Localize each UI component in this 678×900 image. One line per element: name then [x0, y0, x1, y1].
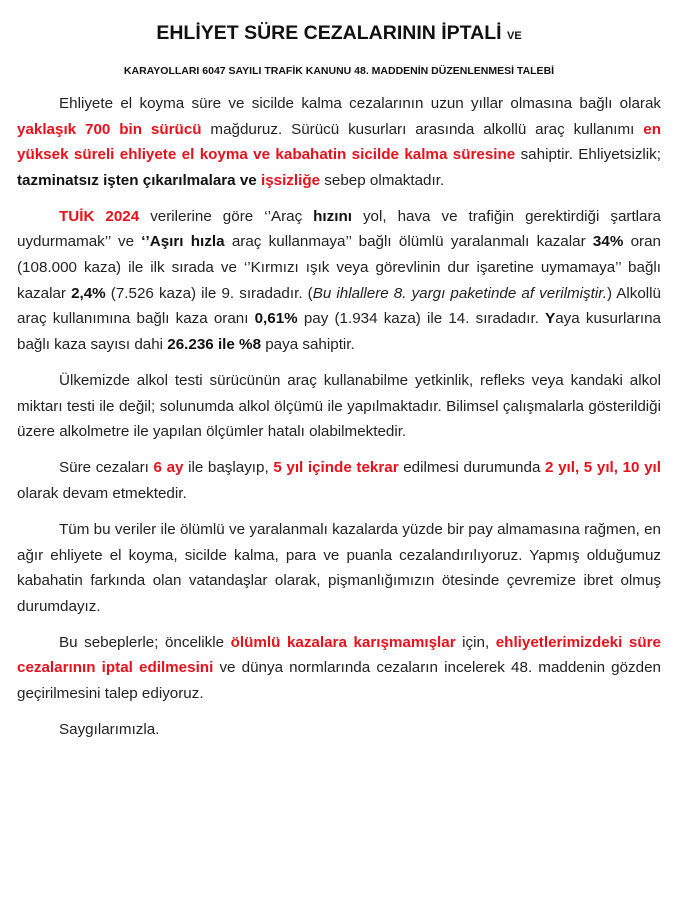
paragraph-5 — [17, 517, 661, 619]
paragraph-3 — [17, 368, 661, 445]
italic-span: Bu ihlallere 8. yargı paketinde af verilmiştir. — [312, 284, 607, 302]
highlight-span: yaklaşık 700 bin sürücü — [17, 120, 202, 138]
highlight-span: 2 yıl, 5 yıl, 10 yıl — [545, 459, 661, 477]
highlight-span: ölümlü kazalara karışmamışlar — [230, 633, 456, 651]
text-span: Süre cezaları — [59, 459, 154, 477]
paragraph-2 — [17, 204, 661, 358]
text-span: yol, hava ve trafiğin gerektirdiği şartlara uydurmamak’’ ve — [17, 207, 661, 251]
text-span: verilerine göre ‘’Araç — [139, 207, 314, 225]
highlight-span: 6 ay — [153, 459, 184, 477]
text-span: oran (108.000 kaza) ile ilk sırada ve ‘’Kırmızı ışık veya görevlinin dur işaretine uymamaya’’ bağlı kazalar — [17, 233, 662, 302]
highlight-span: işsizliğe — [260, 171, 321, 189]
bold-span: 34% — [592, 233, 624, 251]
text-span: aya kusurlarına bağlı kaza sayısı dahi — [17, 310, 661, 353]
closing-line: Saygılarımızla. — [59, 721, 160, 739]
paragraph-6 — [17, 630, 661, 707]
title-main: EHLİYET SÜRE CEZALARININ İPTALİ — [156, 22, 502, 44]
text-span: (7.526 kaza) ile 9. sıradadır. ( — [105, 284, 313, 302]
highlight-span: en yüksek süreli ehliyete el koyma ve kabahatin sicilde kalma süresine — [17, 120, 661, 164]
text-span: ) Alkollü araç kullanımına bağlı kaza oranı — [17, 284, 661, 328]
bold-span: 26.236 ile %8 — [167, 335, 262, 353]
highlight-span: TUİK 2024 — [59, 207, 140, 225]
text-span: için, — [455, 633, 496, 651]
text-span: pay (1.934 kaza) ile 14. sıradadır. — [297, 310, 546, 328]
text-span: edilmesi durumunda — [398, 459, 546, 477]
highlight-span: ehliyetlerimizdeki süre cezalarının iptal edilmesini — [17, 633, 661, 677]
text-span: ve dünya normlarında cezaların incelerek 48. maddenin gözden geçirilmesini talep ediyoruz. — [17, 659, 661, 702]
text-span: olarak devam etmektedir. — [17, 484, 187, 502]
text-span: Ülkemizde alkol testi sürücünün araç kullanabilme yetkinlik, refleks veya kandaki alkol miktarı testi ile değil; solunumda alkol ölçümü ile yapılmaktadır. Bilimsel çalışmalarla gösterildiği üzere alkolmetre ile yapılan ölçümler hatalı olabilmektedir. — [17, 371, 661, 441]
paragraph-4 — [17, 455, 661, 506]
text-span: Bu sebeplerle; öncelikle — [59, 633, 231, 651]
text-span: sahiptir. Ehliyetsizlik; — [515, 146, 661, 164]
bold-span: hızını — [313, 207, 352, 225]
text-span: sebep olmaktadır. — [320, 171, 445, 189]
bold-span: 0,61% — [254, 310, 298, 328]
text-span: Ehliyete el koyma süre ve sicilde kalma cezalarının uzun yıllar olmasına bağlı olarak — [59, 95, 661, 112]
bold-span: Y — [545, 310, 556, 328]
document-title — [17, 22, 661, 45]
paragraph-1 — [17, 91, 661, 193]
text-span: mağduruz. Sürücü kusurları arasında alkollü araç kullanımı — [201, 120, 644, 138]
text-span: Tüm bu veriler ile ölümlü ve yaralanmalı kazalarda yüzde bir pay almamasına rağmen, en ağır ehliyete el koyma, sicilde kalma, para ve puanla cezalandırılıyoruz. Yapmış olduğumuz kabahatin farkında olan vatandaşlar olarak, pişmanlığımızın ötesinde çevremize ibret olmuş durumdayız. — [17, 520, 661, 615]
text-span: paya sahiptir. — [261, 335, 355, 353]
highlight-span: 5 yıl içinde tekrar — [273, 459, 399, 477]
bold-span: ‘’Aşırı hızla — [141, 233, 225, 251]
bold-span: 2,4% — [71, 284, 106, 302]
bold-span: tazminatsız işten çıkarılmalara ve — [17, 171, 261, 189]
title-suffix: VE — [506, 30, 522, 42]
document-subtitle: KARAYOLLARI 6047 SAYILI TRAFİK KANUNU 48. MADDENİN DÜZENLENMESİ TALEBİ — [123, 65, 555, 77]
text-span: ile başlayıp, — [183, 459, 274, 477]
text-span: araç kullanmaya’’ bağlı ölümlü yaralanmalı kazalar — [224, 233, 593, 251]
